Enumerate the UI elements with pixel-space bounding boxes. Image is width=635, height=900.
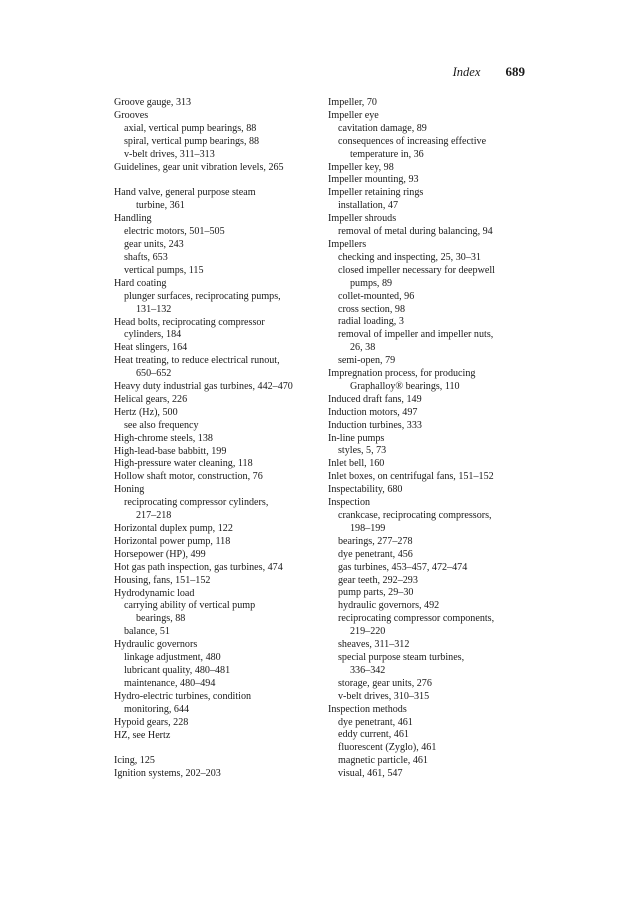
index-entry: Inspectability, 680 (328, 484, 403, 496)
index-entry: Induction turbines, 333 (328, 419, 422, 431)
index-entry: Impeller shrouds (328, 213, 397, 225)
index-subentry: semi-open, 79 (338, 355, 396, 367)
index-subentry: balance, 51 (124, 626, 170, 638)
index-subentry: removal of impeller and impeller nuts, (338, 329, 494, 341)
index-entry: Impeller key, 98 (328, 161, 394, 173)
page-number: 689 (505, 64, 525, 79)
index-subentry: cylinders, 184 (124, 329, 182, 341)
index-entry: Helical gears, 226 (114, 393, 188, 405)
index-entry: Head bolts, reciprocating compressor (114, 316, 265, 328)
index-entry: Hertz (Hz), 500 (114, 406, 178, 418)
index-entry: Inspection (328, 497, 371, 509)
index-subentry: spiral, vertical pump bearings, 88 (124, 135, 260, 147)
index-entry: Impeller, 70 (328, 97, 377, 108)
index-subentry: 217–218 (136, 510, 172, 522)
index-entry: In-line pumps (328, 432, 385, 444)
index-subentry: installation, 47 (338, 200, 398, 212)
index-subentry: cavitation damage, 89 (338, 122, 427, 134)
index-subentry: electric motors, 501–505 (124, 226, 225, 238)
index-entry: Grooves (114, 109, 149, 121)
index-entry: Hydraulic governors (114, 639, 198, 651)
index-entry: Handling (114, 213, 152, 225)
index-subentry: dye penetrant, 461 (338, 716, 413, 728)
index-entry: Ignition systems, 202–203 (114, 768, 221, 780)
index-entry: High-lead-base babbitt, 199 (114, 445, 227, 457)
index-subentry: v-belt drives, 310–315 (338, 690, 430, 702)
index-subentry: gear units, 243 (124, 239, 184, 251)
index-entry: Hollow shaft motor, construction, 76 (114, 471, 263, 483)
index-entry: Horizontal duplex pump, 122 (114, 523, 233, 534)
index-entry: Inspection methods (328, 703, 407, 715)
index-subentry: dye penetrant, 456 (338, 548, 413, 560)
index-entry: Horizontal power pump, 118 (114, 535, 231, 547)
index-subentry: visual, 461, 547 (338, 768, 403, 780)
index-subentry: sheaves, 311–312 (338, 639, 410, 651)
index-subentry: styles, 5, 73 (338, 445, 387, 457)
index-column-right (328, 97, 533, 781)
index-entry: Impregnation process, for producing (328, 368, 476, 380)
index-entry: Icing, 125 (114, 755, 155, 767)
index-subentry: axial, vertical pump bearings, 88 (124, 122, 257, 134)
index-entry: Hot gas path inspection, gas turbines, 474 (114, 561, 283, 573)
index-subentry: special purpose steam turbines, (338, 651, 465, 663)
index-subentry: Graphalloy® bearings, 110 (350, 380, 460, 392)
index-entry: Honing (114, 484, 145, 496)
index-subentry: reciprocating compressor components, (338, 613, 495, 625)
index-subentry: bearings, 88 (136, 613, 186, 625)
index-subentry: maintenance, 480–494 (124, 677, 216, 689)
index-subentry: 336–342 (350, 664, 386, 676)
index-subentry: v-belt drives, 311–313 (124, 148, 215, 160)
index-subentry: shafts, 653 (124, 251, 168, 263)
index-entry: Heavy duty industrial gas turbines, 442–470 (114, 381, 293, 393)
index-entry: HZ, see Hertz (114, 729, 171, 741)
index-subentry: cross section, 98 (338, 303, 405, 315)
index-entry: Induction motors, 497 (328, 406, 418, 418)
index-subentry: fluorescent (Zyglo), 461 (338, 742, 437, 754)
index-subentry: turbine, 361 (136, 200, 185, 212)
index-subentry: gas turbines, 453–457, 472–474 (338, 561, 468, 573)
index-entry: Inlet boxes, on centrifugal fans, 151–152 (328, 471, 494, 483)
index-entry: Inlet bell, 160 (328, 458, 385, 470)
index-entry: Guidelines, gear unit vibration levels, 265 (114, 161, 284, 173)
index-subentry: collet-mounted, 96 (338, 290, 415, 302)
index-entry: Hand valve, general purpose steam (114, 187, 256, 199)
index-subentry: see also frequency (124, 419, 199, 431)
index-subentry: reciprocating compressor cylinders, (124, 497, 269, 509)
index-entry: Impeller retaining rings (328, 187, 424, 199)
index-entry: High-pressure water cleaning, 118 (114, 458, 253, 470)
index-entry: Horsepower (HP), 499 (114, 548, 206, 560)
index-entry: Hydro-electric turbines, condition (114, 690, 252, 702)
index-entry: High-chrome steels, 138 (114, 432, 213, 444)
index-entry: Housing, fans, 151–152 (114, 574, 211, 586)
index-subentry: temperature in, 36 (350, 148, 424, 160)
index-subentry: pump parts, 29–30 (338, 587, 414, 599)
index-subentry: 131–132 (136, 303, 172, 315)
index-entry: Induced draft fans, 149 (328, 393, 422, 405)
index-subentry: bearings, 277–278 (338, 535, 413, 547)
index-subentry: gear teeth, 292–293 (338, 574, 418, 586)
index-entry: Hypoid gears, 228 (114, 716, 189, 728)
index-entry: Heat slingers, 164 (114, 342, 188, 354)
index-subentry: linkage adjustment, 480 (124, 652, 221, 664)
index-subentry: pumps, 89 (350, 277, 393, 289)
index-entry: Hydrodynamic load (114, 587, 195, 599)
page-header (453, 64, 525, 80)
index-subentry: plunger surfaces, reciprocating pumps, (124, 290, 281, 302)
index-subentry: storage, gear units, 276 (338, 677, 432, 689)
index-subentry: removal of metal during balancing, 94 (338, 226, 493, 238)
index-entry: Groove gauge, 313 (114, 97, 192, 108)
index-entry: Impeller mounting, 93 (328, 174, 419, 186)
index-gap (114, 174, 314, 187)
index-entry: Heat treating, to reduce electrical runout, (114, 355, 280, 367)
index-subentry: 198–199 (350, 522, 386, 534)
index-subentry: eddy current, 461 (338, 729, 409, 741)
index-subentry: 26, 38 (350, 342, 376, 354)
index-entry: Impeller eye (328, 109, 379, 121)
index-gap (114, 742, 314, 755)
index-subentry: magnetic particle, 461 (338, 755, 428, 767)
index-subentry: lubricant quality, 480–481 (124, 664, 231, 676)
index-subentry: closed impeller necessary for deepwell (338, 264, 495, 276)
index-column-left (114, 97, 314, 781)
index-entry: Impellers (328, 238, 367, 250)
index-subentry: 219–220 (350, 626, 386, 638)
index-subentry: carrying ability of vertical pump (124, 600, 256, 612)
index-subentry: crankcase, reciprocating compressors, (338, 510, 492, 521)
index-subentry: radial loading, 3 (338, 316, 404, 328)
index-subentry: monitoring, 644 (124, 703, 190, 715)
index-subentry: 650–652 (136, 368, 172, 380)
index-entry: Hard coating (114, 277, 167, 289)
section-title: Index (452, 65, 481, 79)
index-subentry: checking and inspecting, 25, 30–31 (338, 251, 481, 263)
index-subentry: vertical pumps, 115 (124, 264, 204, 276)
index-subentry: hydraulic governors, 492 (338, 600, 440, 612)
index-subentry: consequences of increasing effective (338, 135, 487, 147)
